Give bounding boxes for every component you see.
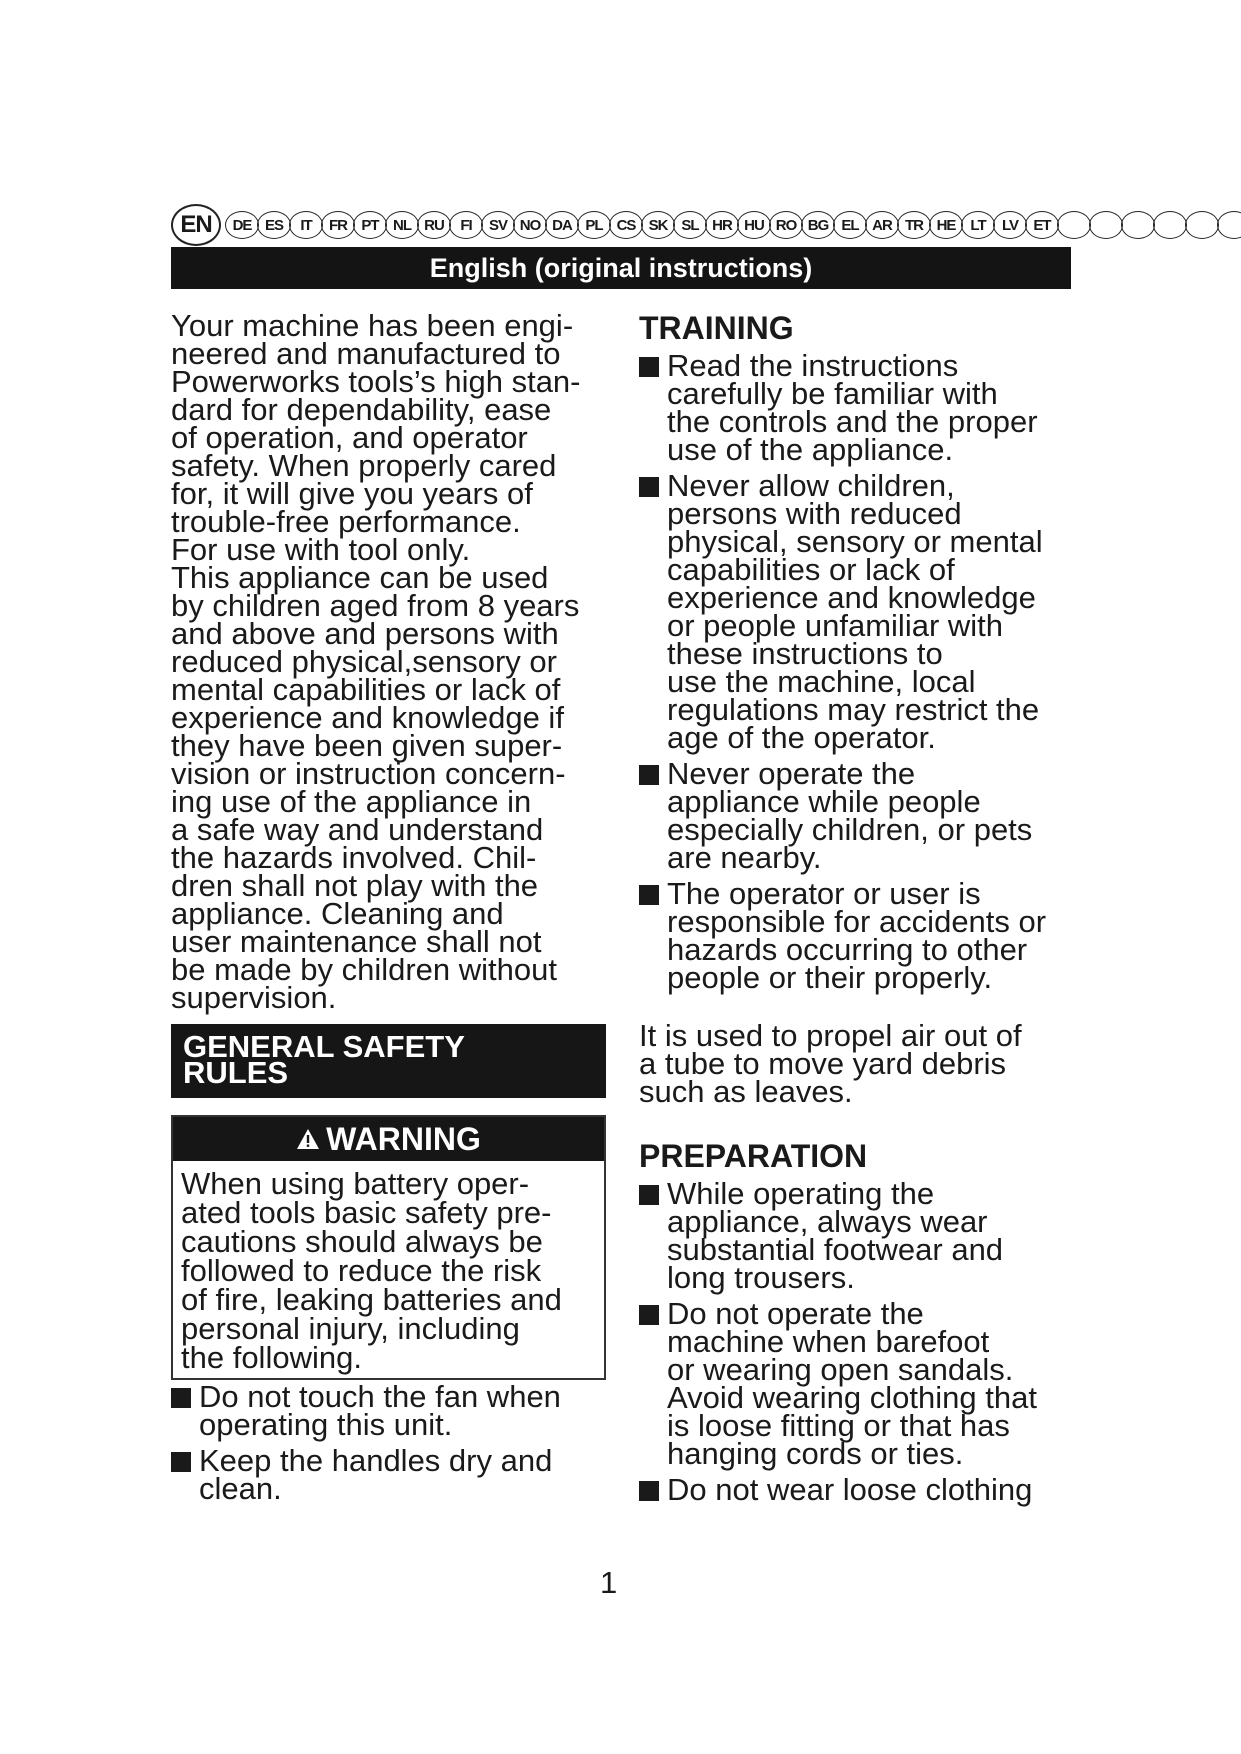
language-tab: FI [449,211,483,239]
list-item: Read the instructions carefully be familiar with the controls and the proper use of the appliance. [639,352,1079,464]
language-tab: DA [545,211,579,239]
list-item: Keep the handles dry and clean. [171,1447,611,1503]
language-tab: LV [993,211,1027,239]
warning-header [173,1117,604,1161]
language-tab: AR [865,211,899,239]
list-item: The operator or user is responsible for accidents or hazards occurring to other people or their properly. [639,880,1079,992]
square-bullet-icon [639,1185,659,1205]
language-tab [1153,211,1187,239]
language-tab: PL [577,211,611,239]
warning-box [171,1115,606,1380]
language-tab [1057,211,1091,239]
language-tab: ET [1025,211,1059,239]
warning-title: WARNING [326,1120,481,1157]
language-tab: SL [673,211,707,239]
language-tab: DE [225,211,259,239]
square-bullet-icon [171,1452,191,1472]
training-heading: TRAINING [639,310,794,346]
language-selector [171,204,1071,244]
preparation-heading: PREPARATION [639,1138,868,1174]
list-item: Do not touch the fan when operating this unit. [171,1383,611,1439]
warning-body: When using battery oper- ated tools basic safety pre- cautions should always be followed to reduce the risk of fire, leaking batteries and personal injury, including the following. [181,1166,562,1375]
right-column [639,312,1079,1512]
language-tab [1217,211,1241,239]
language-tab: FR [321,211,355,239]
language-tab: RU [417,211,451,239]
intro-paragraph: Your machine has been engi- neered and manufactured to Powerworks tools’s high stan- dard for dependability, ease of operation, and operator safety. When properly cared for, it will give you years of trouble-free performance. For use with tool only. This appliance can be used by children aged from 8 years and above and persons with reduced physical,sensory or mental capabilities or lack of experience and knowledge if they have been given super- vision or instruction concern- ing use of the appliance in a safe way and understand the hazards involved. Chil- dren shall not play with the appliance. Cleaning and user maintenance shall not be made by children without supervision. [171,308,581,1015]
warning-triangle-icon [296,1128,320,1150]
square-bullet-icon [171,1388,191,1408]
list-item: Never operate the appliance while people especially children, or pets are nearby. [639,760,1079,872]
language-tab: HE [929,211,963,239]
usage-paragraph: It is used to propel air out of a tube to move yard debris such as leaves. [639,1018,1022,1109]
list-item: Do not operate the machine when barefoot or wearing open sandals. Avoid wearing clothing that is loose fitting or that has hanging cords or ties. [639,1300,1079,1468]
language-tab: RO [769,211,803,239]
language-tab [1185,211,1219,239]
general-safety-rules-heading: GENERAL SAFETY RULES [171,1024,606,1098]
language-tab-active: EN [171,204,221,246]
list-item: Never allow children, persons with reduced physical, sensory or mental capabilities or lack of experience and knowledge or people unfamiliar with these instructions to use the machine, local regulations may restrict the age of the operator. [639,472,1079,752]
language-tab: HR [705,211,739,239]
list-item: Do not wear loose clothing [639,1476,1079,1504]
language-tab: PT [353,211,387,239]
list-item: While operating the appliance, always wear substantial footwear and long trousers. [639,1180,1079,1292]
language-tab: SV [481,211,515,239]
square-bullet-icon [639,1305,659,1325]
language-tab: CS [609,211,643,239]
language-tab: SK [641,211,675,239]
left-bullets [171,1379,611,1511]
square-bullet-icon [639,765,659,785]
language-tab: ES [257,211,291,239]
language-tab: IT [289,211,323,239]
language-tab: LT [961,211,995,239]
square-bullet-icon [639,1481,659,1501]
square-bullet-icon [639,885,659,905]
language-tab: NL [385,211,419,239]
left-column [171,308,611,1015]
language-tab: BG [801,211,835,239]
language-tab: EL [833,211,867,239]
page-number: 1 [600,1565,618,1600]
language-tab [1121,211,1155,239]
square-bullet-icon [639,477,659,497]
language-tab: TR [897,211,931,239]
square-bullet-icon [639,357,659,377]
language-tab [1089,211,1123,239]
language-tab: NO [513,211,547,239]
training-list [639,348,1079,995]
page-header: English (original instructions) [171,247,1071,289]
preparation-list [639,1176,1079,1507]
language-tab-list [225,211,1241,239]
language-tab: HU [737,211,771,239]
